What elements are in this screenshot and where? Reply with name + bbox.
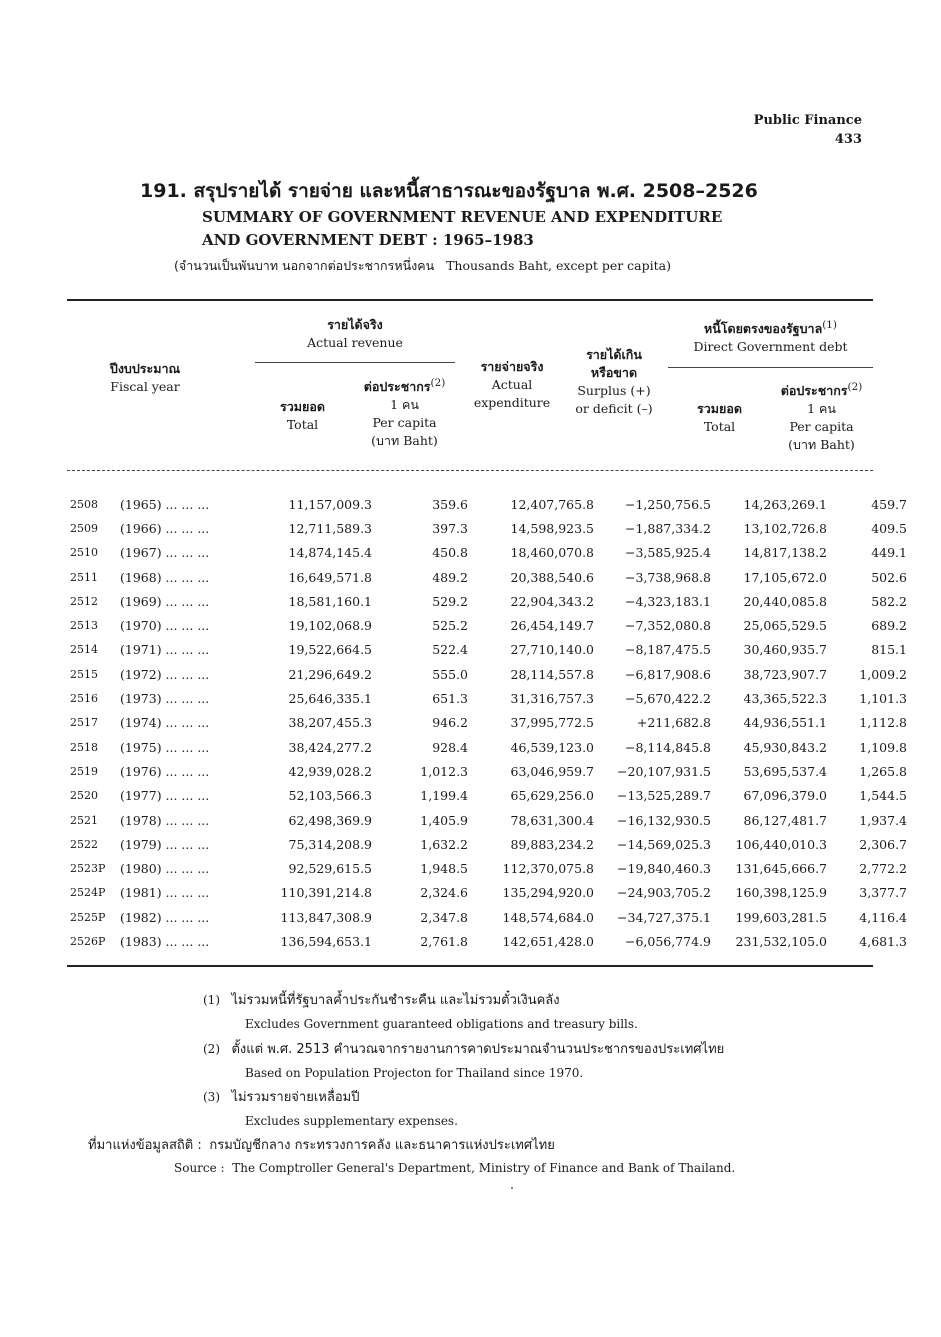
row-revenue-per-capita: 651.3	[432, 691, 468, 707]
header-revenue-total-en: Total	[286, 417, 319, 432]
row-revenue-total: 75,314,208.9	[288, 836, 372, 852]
row-debt-total: 86,127,481.7	[743, 812, 827, 828]
row-debt-total: 25,065,529.5	[743, 618, 827, 634]
stray-mark	[511, 1187, 513, 1189]
row-revenue-total: 52,103,566.3	[288, 788, 372, 804]
row-debt-per-capita: 1,544.5	[859, 788, 907, 804]
note-3-thai: ไม่รวมรายจ่ายเหลื่อมปี	[231, 1090, 360, 1105]
header-revenue-th: รายได้จริง	[327, 317, 383, 332]
header-fiscal-year-en: Fiscal year	[110, 379, 180, 394]
note-1	[203, 989, 560, 1010]
row-debt-per-capita: 4,681.3	[859, 933, 907, 949]
note-3-marker: (3)	[203, 1090, 220, 1104]
row-debt-total: 53,695,537.4	[743, 763, 827, 779]
row-fiscal-year-ad: (1973) ... ... ...	[120, 691, 210, 707]
note-3-english: Excludes supplementary expenses.	[245, 1114, 458, 1128]
header-debt-pc-th: ต่อประชากร	[780, 383, 848, 399]
row-fiscal-year-be: 2521	[70, 813, 98, 827]
data-table-body	[70, 492, 907, 954]
table-row	[70, 565, 907, 589]
row-debt-total: 45,930,843.2	[743, 739, 827, 755]
row-surplus-deficit: −34,727,375.1	[617, 909, 711, 925]
row-debt-total: 14,817,138.2	[743, 545, 827, 561]
header-dashed-rule	[67, 470, 873, 471]
row-debt-per-capita: 1,109.8	[859, 739, 907, 755]
row-revenue-total: 136,594,653.1	[280, 933, 372, 949]
section-name: Public Finance	[753, 113, 862, 128]
row-revenue-per-capita: 359.6	[432, 496, 468, 512]
source-label-thai: ที่มาแห่งข้อมูลสถิติ :	[88, 1138, 202, 1153]
data-table	[70, 492, 907, 954]
header-debt-per-capita	[770, 378, 873, 454]
row-revenue-total: 19,522,664.5	[288, 642, 372, 658]
row-surplus-deficit: −3,738,968.8	[624, 569, 711, 585]
row-revenue-total: 18,581,160.1	[288, 593, 372, 609]
row-fiscal-year-ad: (1965) ... ... ...	[120, 496, 210, 512]
row-revenue-total: 12,711,589.3	[288, 520, 372, 536]
row-fiscal-year-be: 2519	[70, 764, 98, 778]
row-surplus-deficit: −16,132,930.5	[617, 812, 711, 828]
row-surplus-deficit: −24,903,705.2	[617, 885, 711, 901]
row-revenue-total: 92,529,615.5	[288, 861, 372, 877]
row-fiscal-year-ad: (1968) ... ... ...	[120, 569, 210, 585]
header-debt-pc-th2: 1 คน	[807, 401, 836, 417]
header-debt-th: หนี้โดยตรงของรัฐบาล	[703, 321, 823, 337]
row-expenditure: 31,316,757.3	[510, 691, 594, 707]
row-surplus-deficit: −6,056,774.9	[624, 933, 711, 949]
header-debt-pc-sup: (2)	[847, 381, 863, 393]
row-revenue-total: 38,424,277.2	[288, 739, 372, 755]
row-fiscal-year-ad: (1977) ... ... ...	[120, 788, 210, 804]
row-fiscal-year-ad: (1983) ... ... ...	[120, 933, 210, 949]
header-debt-total	[672, 400, 767, 436]
row-expenditure: 135,294,920.0	[502, 885, 594, 901]
table-row	[70, 856, 907, 880]
table-row	[70, 905, 907, 929]
row-debt-total: 38,723,907.7	[743, 666, 827, 682]
row-debt-per-capita: 4,116.4	[859, 909, 907, 925]
row-revenue-per-capita: 555.0	[432, 666, 468, 682]
header-surplus-en1: Surplus (+)	[577, 383, 651, 398]
header-revenue	[255, 316, 455, 352]
row-revenue-total: 38,207,455.3	[288, 715, 372, 731]
row-revenue-total: 11,157,009.3	[288, 496, 372, 512]
row-revenue-per-capita: 928.4	[432, 739, 468, 755]
row-debt-per-capita: 2,772.2	[859, 861, 907, 877]
row-expenditure: 37,995,772.5	[510, 715, 594, 731]
header-revenue-en: Actual revenue	[307, 335, 403, 350]
row-fiscal-year-be: 2510	[70, 546, 98, 560]
title-block	[140, 176, 860, 276]
row-debt-total: 43,365,522.3	[743, 691, 827, 707]
row-expenditure: 20,388,540.6	[510, 569, 594, 585]
table-row	[70, 492, 907, 516]
row-debt-per-capita: 449.1	[871, 545, 907, 561]
row-revenue-total: 16,649,571.8	[288, 569, 372, 585]
table-row	[70, 929, 907, 953]
row-debt-per-capita: 582.2	[871, 593, 907, 609]
title-thai-line	[140, 176, 860, 206]
note-1-english: Excludes Government guaranteed obligations and treasury bills.	[245, 1017, 638, 1031]
header-revenue-total	[255, 398, 350, 434]
row-expenditure: 63,046,959.7	[510, 763, 594, 779]
header-debt-sup: (1)	[822, 319, 837, 331]
header-surplus-th2: หรือขาด	[590, 365, 638, 380]
row-debt-per-capita: 2,306.7	[859, 836, 907, 852]
row-fiscal-year-ad: (1975) ... ... ...	[120, 739, 210, 755]
table-row	[70, 589, 907, 613]
title-english-1: SUMMARY OF GOVERNMENT REVENUE AND EXPENDITURE	[202, 208, 723, 226]
header-debt-total-en: Total	[703, 419, 736, 434]
header-debt-pc-en: Per capita	[789, 419, 854, 435]
page-number: 433	[834, 132, 862, 147]
row-revenue-per-capita: 522.4	[432, 642, 468, 658]
row-debt-per-capita: 1,937.4	[859, 812, 907, 828]
row-fiscal-year-be: 2525P	[70, 910, 106, 924]
row-expenditure: 12,407,765.8	[510, 496, 594, 512]
row-fiscal-year-be: 2518	[70, 740, 98, 754]
row-fiscal-year-be: 2515	[70, 667, 98, 681]
row-fiscal-year-ad: (1972) ... ... ...	[120, 666, 210, 682]
row-debt-total: 17,105,672.0	[743, 569, 827, 585]
row-fiscal-year-be: 2508	[70, 497, 98, 511]
row-expenditure: 78,631,300.4	[510, 812, 594, 828]
row-surplus-deficit: −19,840,460.3	[617, 861, 711, 877]
row-revenue-per-capita: 1,012.3	[420, 763, 468, 779]
table-row	[70, 881, 907, 905]
table-number: 191.	[140, 180, 187, 202]
row-surplus-deficit: −7,352,080.8	[624, 618, 711, 634]
row-fiscal-year-be: 2523P	[70, 862, 106, 876]
row-debt-per-capita: 1,101.3	[859, 691, 907, 707]
row-surplus-deficit: −1,887,334.2	[624, 520, 711, 536]
row-fiscal-year-be: 2517	[70, 716, 98, 730]
row-surplus-deficit: −6,817,908.6	[624, 666, 711, 682]
header-debt	[668, 316, 873, 356]
row-fiscal-year-ad: (1966) ... ... ...	[120, 520, 210, 536]
row-surplus-deficit: −1,250,756.5	[624, 496, 711, 512]
note-1-thai: ไม่รวมหนี้ที่รัฐบาลค้ำประกันชำระคืน และไม่รวมตั๋วเงินคลัง	[231, 993, 560, 1008]
row-debt-per-capita: 1,112.8	[859, 715, 907, 731]
header-pc-unit: (บาท Baht)	[371, 433, 438, 449]
row-surplus-deficit: −8,114,845.8	[624, 739, 711, 755]
row-revenue-total: 14,874,145.4	[288, 545, 372, 561]
row-surplus-deficit: +211,682.8	[636, 715, 711, 731]
header-pc-sup: (2)	[430, 377, 446, 389]
table-row	[70, 686, 907, 710]
row-fiscal-year-ad: (1981) ... ... ...	[120, 885, 210, 901]
row-fiscal-year-ad: (1971) ... ... ...	[120, 642, 210, 658]
row-revenue-per-capita: 397.3	[432, 520, 468, 536]
row-debt-per-capita: 1,009.2	[859, 666, 907, 682]
row-surplus-deficit: −4,323,183.1	[624, 593, 711, 609]
table-row	[70, 711, 907, 735]
row-fiscal-year-ad: (1979) ... ... ...	[120, 836, 210, 852]
revenue-subrule	[255, 362, 455, 363]
row-debt-per-capita: 409.5	[871, 520, 907, 536]
row-fiscal-year-be: 2520	[70, 789, 98, 803]
units-english: Thousands Baht, except per capita)	[446, 258, 671, 273]
row-revenue-total: 110,391,214.8	[280, 885, 372, 901]
note-2	[203, 1038, 724, 1059]
row-debt-total: 199,603,281.5	[735, 909, 827, 925]
row-revenue-per-capita: 2,324.6	[420, 885, 468, 901]
row-expenditure: 148,574,684.0	[502, 909, 594, 925]
row-fiscal-year-ad: (1969) ... ... ...	[120, 593, 210, 609]
row-debt-total: 67,096,379.0	[743, 788, 827, 804]
row-fiscal-year-ad: (1970) ... ... ...	[120, 618, 210, 634]
source-label-english: Source :	[174, 1161, 225, 1175]
row-fiscal-year-be: 2511	[70, 570, 98, 584]
row-revenue-per-capita: 1,199.4	[420, 788, 468, 804]
row-expenditure: 27,710,140.0	[510, 642, 594, 658]
row-revenue-total: 25,646,335.1	[288, 691, 372, 707]
header-surplus	[560, 346, 668, 418]
row-expenditure: 28,114,557.8	[510, 666, 594, 682]
row-revenue-per-capita: 2,347.8	[420, 909, 468, 925]
row-expenditure: 65,629,256.0	[510, 788, 594, 804]
row-debt-per-capita: 689.2	[871, 618, 907, 634]
row-surplus-deficit: −20,107,931.5	[617, 763, 711, 779]
row-fiscal-year-ad: (1974) ... ... ...	[120, 715, 210, 731]
row-fiscal-year-ad: (1980) ... ... ...	[120, 861, 210, 877]
header-debt-pc-unit: (บาท Baht)	[788, 437, 855, 453]
note-2-thai: ตั้งแต่ พ.ศ. 2513 คำนวณจากรายงานการคาดประมาณจำนวนประชากรของประเทศไทย	[231, 1042, 725, 1057]
row-fiscal-year-be: 2526P	[70, 934, 106, 948]
row-surplus-deficit: −14,569,025.3	[617, 836, 711, 852]
row-expenditure: 26,454,149.7	[510, 618, 594, 634]
row-fiscal-year-be: 2509	[70, 521, 98, 535]
row-debt-total: 14,263,269.1	[743, 496, 827, 512]
row-revenue-per-capita: 450.8	[432, 545, 468, 561]
row-expenditure: 18,460,070.8	[510, 545, 594, 561]
row-fiscal-year-be: 2522	[70, 837, 98, 851]
page-header	[754, 111, 862, 149]
row-revenue-per-capita: 1,632.2	[420, 836, 468, 852]
row-surplus-deficit: −3,585,925.4	[624, 545, 711, 561]
row-fiscal-year-ad: (1967) ... ... ...	[120, 545, 210, 561]
header-fiscal-year	[80, 360, 210, 396]
row-debt-per-capita: 3,377.7	[859, 885, 907, 901]
source-text-english: The Comptroller General's Department, Ministry of Finance and Bank of Thailand.	[232, 1161, 736, 1175]
note-2-english: Based on Population Projecton for Thailand since 1970.	[245, 1066, 584, 1080]
table-row	[70, 784, 907, 808]
header-surplus-th1: รายได้เกิน	[586, 347, 642, 362]
row-debt-total: 106,440,010.3	[735, 836, 827, 852]
row-debt-total: 231,532,105.0	[735, 933, 827, 949]
table-row	[70, 832, 907, 856]
row-revenue-total: 113,847,308.9	[280, 909, 372, 925]
title-english-2: AND GOVERNMENT DEBT : 1965–1983	[202, 231, 534, 249]
header-expenditure-en1: Actual	[491, 377, 533, 392]
row-expenditure: 46,539,123.0	[510, 739, 594, 755]
note-2-marker: (2)	[203, 1042, 220, 1056]
header-expenditure	[462, 358, 562, 412]
header-debt-total-th: รวมยอด	[697, 401, 742, 416]
row-revenue-per-capita: 489.2	[432, 569, 468, 585]
row-expenditure: 112,370,075.8	[502, 861, 594, 877]
source-english	[174, 1161, 735, 1175]
note-3	[203, 1086, 359, 1107]
row-debt-total: 30,460,935.7	[743, 642, 827, 658]
header-pc-en: Per capita	[372, 415, 437, 431]
row-debt-total: 131,645,666.7	[735, 861, 827, 877]
table-bottom-rule	[67, 965, 873, 967]
row-revenue-total: 19,102,068.9	[288, 618, 372, 634]
table-top-rule	[67, 299, 873, 301]
row-revenue-per-capita: 529.2	[432, 593, 468, 609]
row-fiscal-year-ad: (1978) ... ... ...	[120, 812, 210, 828]
header-expenditure-en2: expenditure	[473, 395, 551, 410]
row-revenue-total: 21,296,649.2	[288, 666, 372, 682]
row-debt-total: 160,398,125.9	[735, 885, 827, 901]
table-row	[70, 808, 907, 832]
row-debt-total: 44,936,551.1	[743, 715, 827, 731]
row-fiscal-year-ad: (1976) ... ... ...	[120, 763, 210, 779]
row-debt-per-capita: 502.6	[871, 569, 907, 585]
row-fiscal-year-be: 2514	[70, 643, 98, 657]
table-row	[70, 735, 907, 759]
table-row	[70, 516, 907, 540]
note-1-marker: (1)	[203, 993, 220, 1007]
row-expenditure: 22,904,343.2	[510, 593, 594, 609]
table-row	[70, 759, 907, 783]
row-fiscal-year-be: 2524P	[70, 886, 106, 900]
row-surplus-deficit: −5,670,422.2	[624, 691, 711, 707]
row-debt-per-capita: 1,265.8	[859, 763, 907, 779]
row-fiscal-year-ad: (1982) ... ... ...	[120, 909, 210, 925]
row-debt-per-capita: 815.1	[871, 642, 907, 658]
row-revenue-per-capita: 946.2	[432, 715, 468, 731]
units-note	[174, 256, 860, 276]
units-thai: (จำนวนเป็นพันบาท นอกจากต่อประชากรหนึ่งคน	[174, 258, 435, 273]
row-debt-per-capita: 459.7	[871, 496, 907, 512]
row-revenue-per-capita: 525.2	[432, 618, 468, 634]
row-debt-total: 13,102,726.8	[743, 520, 827, 536]
header-pc-th: ต่อประชากร	[363, 379, 431, 395]
header-pc-th2: 1 คน	[390, 397, 419, 413]
row-revenue-total: 62,498,369.9	[288, 812, 372, 828]
row-surplus-deficit: −13,525,289.7	[617, 788, 711, 804]
header-surplus-en2: or deficit (–)	[575, 401, 653, 416]
row-revenue-total: 42,939,028.2	[288, 763, 372, 779]
row-expenditure: 14,598,923.5	[510, 520, 594, 536]
row-debt-total: 20,440,085.8	[743, 593, 827, 609]
row-expenditure: 89,883,234.2	[510, 836, 594, 852]
header-fiscal-year-th: ปีงบประมาณ	[109, 361, 181, 376]
table-row	[70, 638, 907, 662]
debt-subrule	[668, 367, 873, 368]
row-fiscal-year-be: 2516	[70, 692, 98, 706]
row-fiscal-year-be: 2512	[70, 594, 98, 608]
table-row	[70, 541, 907, 565]
header-revenue-total-th: รวมยอด	[280, 399, 325, 414]
table-row	[70, 613, 907, 637]
title-thai: สรุปรายได้ รายจ่าย และหนี้สาธารณะของรัฐบาล พ.ศ. 2508–2526	[193, 180, 758, 202]
header-expenditure-th: รายจ่ายจริง	[480, 359, 544, 374]
source-text-thai: กรมบัญชีกลาง กระทรวงการคลัง และธนาคารแห่งประเทศไทย	[209, 1138, 555, 1153]
header-revenue-per-capita	[352, 374, 457, 450]
row-revenue-per-capita: 1,405.9	[420, 812, 468, 828]
row-expenditure: 142,651,428.0	[502, 933, 594, 949]
row-surplus-deficit: −8,187,475.5	[624, 642, 711, 658]
header-debt-en: Direct Government debt	[693, 339, 848, 355]
table-row	[70, 662, 907, 686]
source-thai	[88, 1134, 555, 1155]
row-fiscal-year-be: 2513	[70, 619, 98, 633]
row-revenue-per-capita: 2,761.8	[420, 933, 468, 949]
row-revenue-per-capita: 1,948.5	[420, 861, 468, 877]
